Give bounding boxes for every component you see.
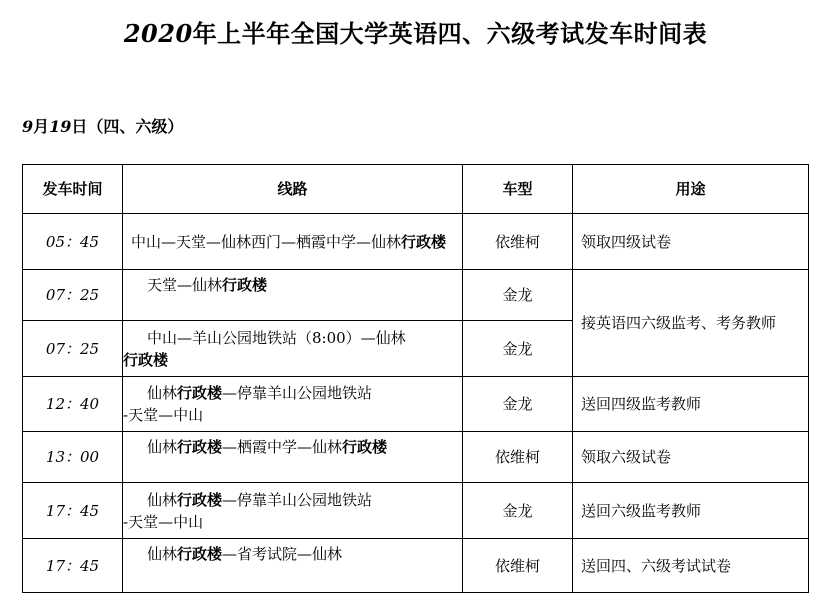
- schedule-table: [22, 164, 809, 593]
- route-text: 仙林: [147, 490, 178, 509]
- date-month-num: 9: [22, 117, 34, 136]
- cell-time: 07：25: [23, 321, 123, 377]
- cell-route: [123, 377, 463, 432]
- date-heading: [22, 114, 183, 137]
- header-departure-time: 发车时间: [23, 165, 123, 214]
- cell-vehicle: 金龙: [463, 321, 573, 377]
- header-route: 线路: [123, 165, 463, 214]
- date-month-char: 月: [33, 117, 50, 136]
- route-text-bold: 行政楼: [342, 438, 388, 456]
- page-title: [0, 14, 831, 49]
- route-text: —省考试院—仙林: [222, 545, 343, 563]
- cell-time: 17：45: [23, 483, 123, 539]
- cell-time: 17：45: [23, 539, 123, 593]
- table-row: [23, 539, 809, 593]
- cell-time: 05：45: [23, 214, 123, 270]
- cell-route: [123, 270, 463, 321]
- route-text: 仙林: [147, 384, 178, 402]
- route-text: 仙林: [147, 545, 178, 563]
- cell-route: [123, 539, 463, 593]
- cell-vehicle: 依维柯: [463, 539, 573, 593]
- cell-route: [123, 321, 463, 377]
- route-text-bold: 行政楼: [177, 384, 223, 402]
- title-year: 2020: [123, 19, 193, 48]
- route-text-line2: -天堂—中山: [123, 406, 204, 424]
- cell-purpose: 送回六级监考教师: [573, 483, 809, 539]
- table-row: [23, 214, 809, 270]
- cell-purpose: 送回四、六级考试试卷: [573, 539, 809, 593]
- cell-vehicle: 依维柯: [463, 214, 573, 270]
- route-text-bold: 行政楼: [177, 438, 223, 456]
- route-text-bold: 行政楼: [177, 490, 223, 509]
- cell-time: 07：25: [23, 270, 123, 321]
- header-purpose: 用途: [573, 165, 809, 214]
- route-text: 中山—天堂—仙林西门—栖霞中学—仙林: [131, 232, 402, 251]
- cell-purpose: 领取四级试卷: [573, 214, 809, 270]
- cell-time: 13：00: [23, 432, 123, 483]
- cell-vehicle: 金龙: [463, 483, 573, 539]
- date-rest: 日（四、六级）: [71, 117, 184, 136]
- cell-vehicle: 金龙: [463, 270, 573, 321]
- cell-route: [123, 483, 463, 539]
- cell-vehicle: 金龙: [463, 377, 573, 432]
- route-text: —停靠羊山公园地铁站: [222, 384, 373, 402]
- route-text-bold: 行政楼: [401, 232, 447, 251]
- route-text-bold: 行政楼: [177, 545, 223, 563]
- route-text: 天堂—仙林: [147, 276, 223, 294]
- route-text: —栖霞中学—仙林: [222, 438, 343, 456]
- route-text-bold: 行政楼: [222, 276, 268, 294]
- cell-purpose: 接英语四六级监考、考务教师: [573, 270, 809, 377]
- date-day-num: 19: [49, 117, 72, 136]
- table-row: [23, 432, 809, 483]
- route-text-line2: -天堂—中山: [123, 512, 204, 531]
- cell-purpose: 送回四级监考教师: [573, 377, 809, 432]
- cell-vehicle: 依维柯: [463, 432, 573, 483]
- route-text: 中山—羊山公园地铁站（8:00）—仙林: [147, 328, 406, 347]
- cell-purpose: 领取六级试卷: [573, 432, 809, 483]
- table-row: [23, 270, 809, 321]
- route-text-bold: 行政楼: [123, 350, 169, 369]
- title-text: 年上半年全国大学英语四、六级考试发车时间表: [192, 19, 708, 48]
- cell-route: [123, 214, 463, 270]
- table-row: [23, 377, 809, 432]
- route-text: —停靠羊山公园地铁站: [222, 490, 373, 509]
- cell-time: 12：40: [23, 377, 123, 432]
- route-text: 仙林: [147, 438, 178, 456]
- table-header-row: [23, 165, 809, 214]
- header-vehicle-type: 车型: [463, 165, 573, 214]
- cell-route: [123, 432, 463, 483]
- table-row: [23, 483, 809, 539]
